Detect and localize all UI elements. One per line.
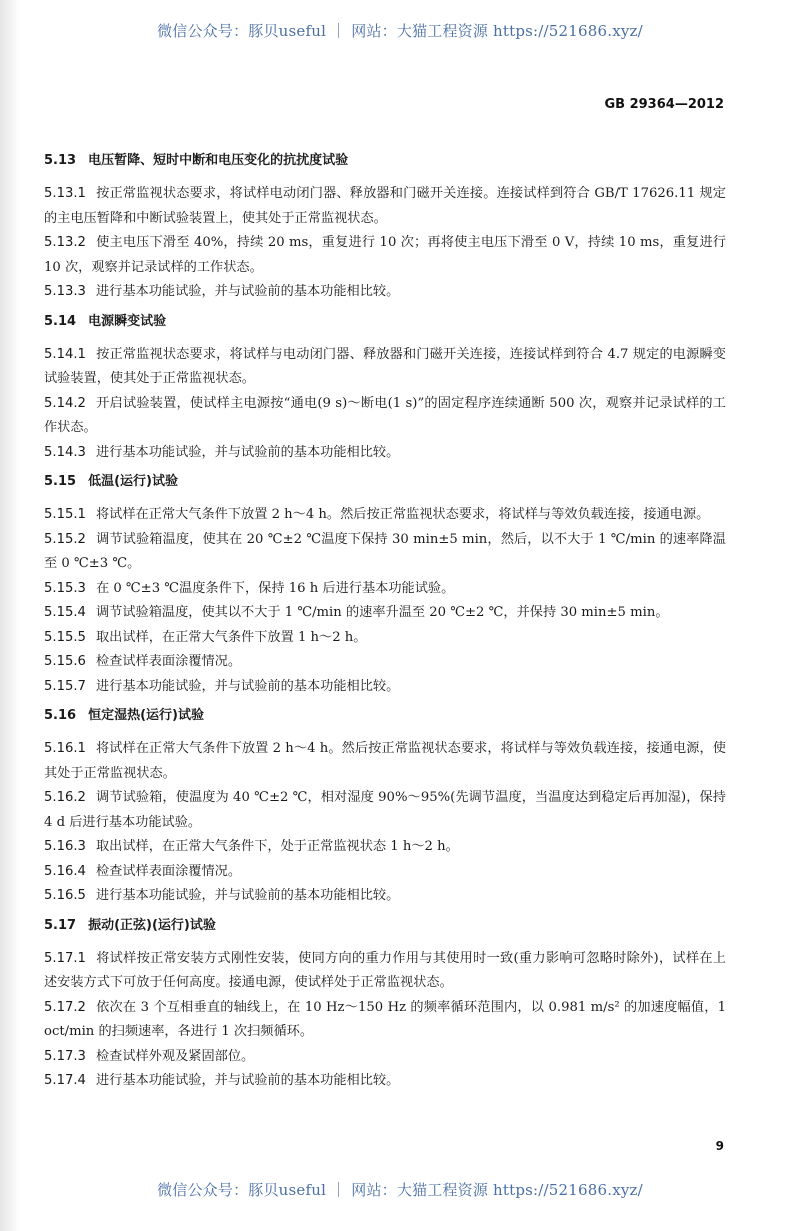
clause-text: 进行基本功能试验，并与试验前的基本功能相比较。 xyxy=(95,444,400,460)
clause-number: 5.16.3 xyxy=(44,839,86,854)
clause-number: 5.16.4 xyxy=(44,863,86,879)
clause-text: 使主电压下滑至 40%，持续 20 ms，重复进行 10 次；再将使主电压下滑至 0 V，持续 10 ms，重复进行 10 次，观察并记录试样的工作状态。 xyxy=(44,235,726,275)
clause xyxy=(44,182,726,231)
section-title: 低温(运行)试验 xyxy=(88,474,178,489)
clause-text: 调节试验箱温度，使其以不大于 1 ℃/min 的速率升温至 20 ℃±2 ℃，并保持 30 min±5 min。 xyxy=(95,605,669,620)
clause-number: 5.17.2 xyxy=(44,999,86,1015)
page-number: 9 xyxy=(715,1139,724,1153)
document-body xyxy=(44,150,726,1094)
section-heading xyxy=(44,311,726,333)
clause-number: 5.15.1 xyxy=(44,507,86,522)
clause-number: 5.17.1 xyxy=(44,950,86,966)
standard-number: GB 29364—2012 xyxy=(604,97,724,112)
clause-number: 5.17.3 xyxy=(44,1048,86,1064)
clause-number: 5.14.1 xyxy=(44,346,86,362)
clause xyxy=(44,947,726,996)
clause-text: 检查试样表面涂覆情况。 xyxy=(95,863,242,879)
clause-number: 5.13.3 xyxy=(44,284,86,299)
clause-text: 进行基本功能试验，并与试验前的基本功能相比较。 xyxy=(95,888,400,903)
clause-text: 进行基本功能试验，并与试验前的基本功能相比较。 xyxy=(95,284,400,299)
section-heading xyxy=(44,705,726,727)
clause-number: 5.16.2 xyxy=(44,790,86,805)
section-number: 5.13 xyxy=(44,153,77,168)
clause xyxy=(44,503,726,528)
clause xyxy=(44,280,726,305)
section-title: 电源瞬变试验 xyxy=(88,313,167,329)
watermark-bottom: 微信公众号：豚贝useful ｜ 网站：大猫工程资源 https://521686.xyz/ xyxy=(157,1181,643,1199)
section-number: 5.15 xyxy=(44,474,77,489)
clause xyxy=(44,601,726,626)
clause-number: 5.15.2 xyxy=(44,531,86,547)
clause-text: 检查试样外观及紧固部位。 xyxy=(95,1048,255,1064)
clause-text: 依次在 3 个互相垂直的轴线上，在 10 Hz～150 Hz 的频率循环范围内，以 0.981 m/s² 的加速度幅值，1 oct/min 的扫频速率，各进行 1 次扫频循环。 xyxy=(44,999,726,1039)
clause xyxy=(44,1045,726,1070)
clause-number: 5.15.5 xyxy=(44,629,86,645)
clause-text: 调节试验箱温度，使其在 20 ℃±2 ℃温度下保持 30 min±5 min，然后，以不大于 1 ℃/min 的速率降温至 0 ℃±3 ℃。 xyxy=(44,531,726,571)
clause xyxy=(44,675,726,700)
clause-number: 5.14.2 xyxy=(44,395,86,411)
clause-text: 将试样按正常安装方式刚性安装，使同方向的重力作用与其使用时一致(重力影响可忽略时除外)，试样在上述安装方式下可放于任何高度。接通电源，使试样处于正常监视状态。 xyxy=(44,950,726,990)
clause-text: 进行基本功能试验，并与试验前的基本功能相比较。 xyxy=(95,1073,400,1088)
clause-number: 5.15.3 xyxy=(44,580,86,596)
clause-text: 检查试样表面涂覆情况。 xyxy=(95,654,242,669)
clause-text: 进行基本功能试验，并与试验前的基本功能相比较。 xyxy=(95,678,400,694)
clause-text: 在 0 ℃±3 ℃温度条件下，保持 16 h 后进行基本功能试验。 xyxy=(95,580,455,596)
scan-edge-shadow xyxy=(0,0,20,1231)
clause-number: 5.16.5 xyxy=(44,888,86,903)
section-number: 5.14 xyxy=(44,313,77,329)
clause-text: 取出试样，在正常大气条件下放置 1 h～2 h。 xyxy=(95,629,367,645)
clause xyxy=(44,650,726,675)
clause xyxy=(44,231,726,280)
clause xyxy=(44,860,726,885)
clause xyxy=(44,392,726,441)
clause-number: 5.17.4 xyxy=(44,1073,86,1088)
section-number: 5.17 xyxy=(44,917,77,933)
clause-number: 5.15.4 xyxy=(44,605,86,620)
clause xyxy=(44,996,726,1045)
section-heading xyxy=(44,150,726,172)
clause-text: 按正常监视状态要求，将试样电动闭门器、释放器和门磁开关连接。连接试样到符合 GB/T 17626.11 规定的主电压暂降和中断试验装置上，使其处于正常监视状态。 xyxy=(44,186,726,226)
clause-number: 5.16.1 xyxy=(44,741,86,756)
section-title: 恒定湿热(运行)试验 xyxy=(88,708,204,723)
clause xyxy=(44,441,726,466)
clause xyxy=(44,786,726,835)
clause xyxy=(44,343,726,392)
clause-text: 将试样在正常大气条件下放置 2 h～4 h。然后按正常监视状态要求，将试样与等效负载连接，接通电源，使其处于正常监视状态。 xyxy=(44,741,726,781)
clause-number: 5.14.3 xyxy=(44,444,86,460)
clause xyxy=(44,528,726,577)
section-title: 振动(正弦)(运行)试验 xyxy=(88,917,216,933)
section-title: 电压暂降、短时中断和电压变化的抗扰度试验 xyxy=(88,153,349,168)
clause-text: 调节试验箱，使温度为 40 ℃±2 ℃，相对湿度 90%～95%(先调节温度，当温度达到稳定后再加湿)，保持 4 d 后进行基本功能试验。 xyxy=(44,790,726,830)
clause xyxy=(44,835,726,860)
clause-text: 取出试样，在正常大气条件下，处于正常监视状态 1 h～2 h。 xyxy=(95,839,459,854)
clause xyxy=(44,1069,726,1094)
clause xyxy=(44,577,726,602)
clause xyxy=(44,737,726,786)
clause-text: 开启试验装置，使试样主电源按“通电(9 s)～断电(1 s)”的固定程序连续通断 500 次，观察并记录试样的工作状态。 xyxy=(44,395,726,435)
section-number: 5.16 xyxy=(44,708,77,723)
clause-number: 5.13.1 xyxy=(44,186,86,201)
clause-number: 5.15.6 xyxy=(44,654,86,669)
clause-text: 将试样在正常大气条件下放置 2 h～4 h。然后按正常监视状态要求，将试样与等效负载连接，接通电源。 xyxy=(95,507,710,522)
section-heading xyxy=(44,471,726,493)
watermark-top: 微信公众号：豚贝useful ｜ 网站：大猫工程资源 https://521686.xyz/ xyxy=(157,22,643,40)
clause-number: 5.13.2 xyxy=(44,235,86,250)
clause xyxy=(44,884,726,909)
section-heading xyxy=(44,915,726,937)
clause-text: 按正常监视状态要求，将试样与电动闭门器、释放器和门磁开关连接，连接试样到符合 4.7 规定的电源瞬变试验装置，使其处于正常监视状态。 xyxy=(44,346,726,386)
clause-number: 5.15.7 xyxy=(44,678,86,694)
clause xyxy=(44,626,726,651)
